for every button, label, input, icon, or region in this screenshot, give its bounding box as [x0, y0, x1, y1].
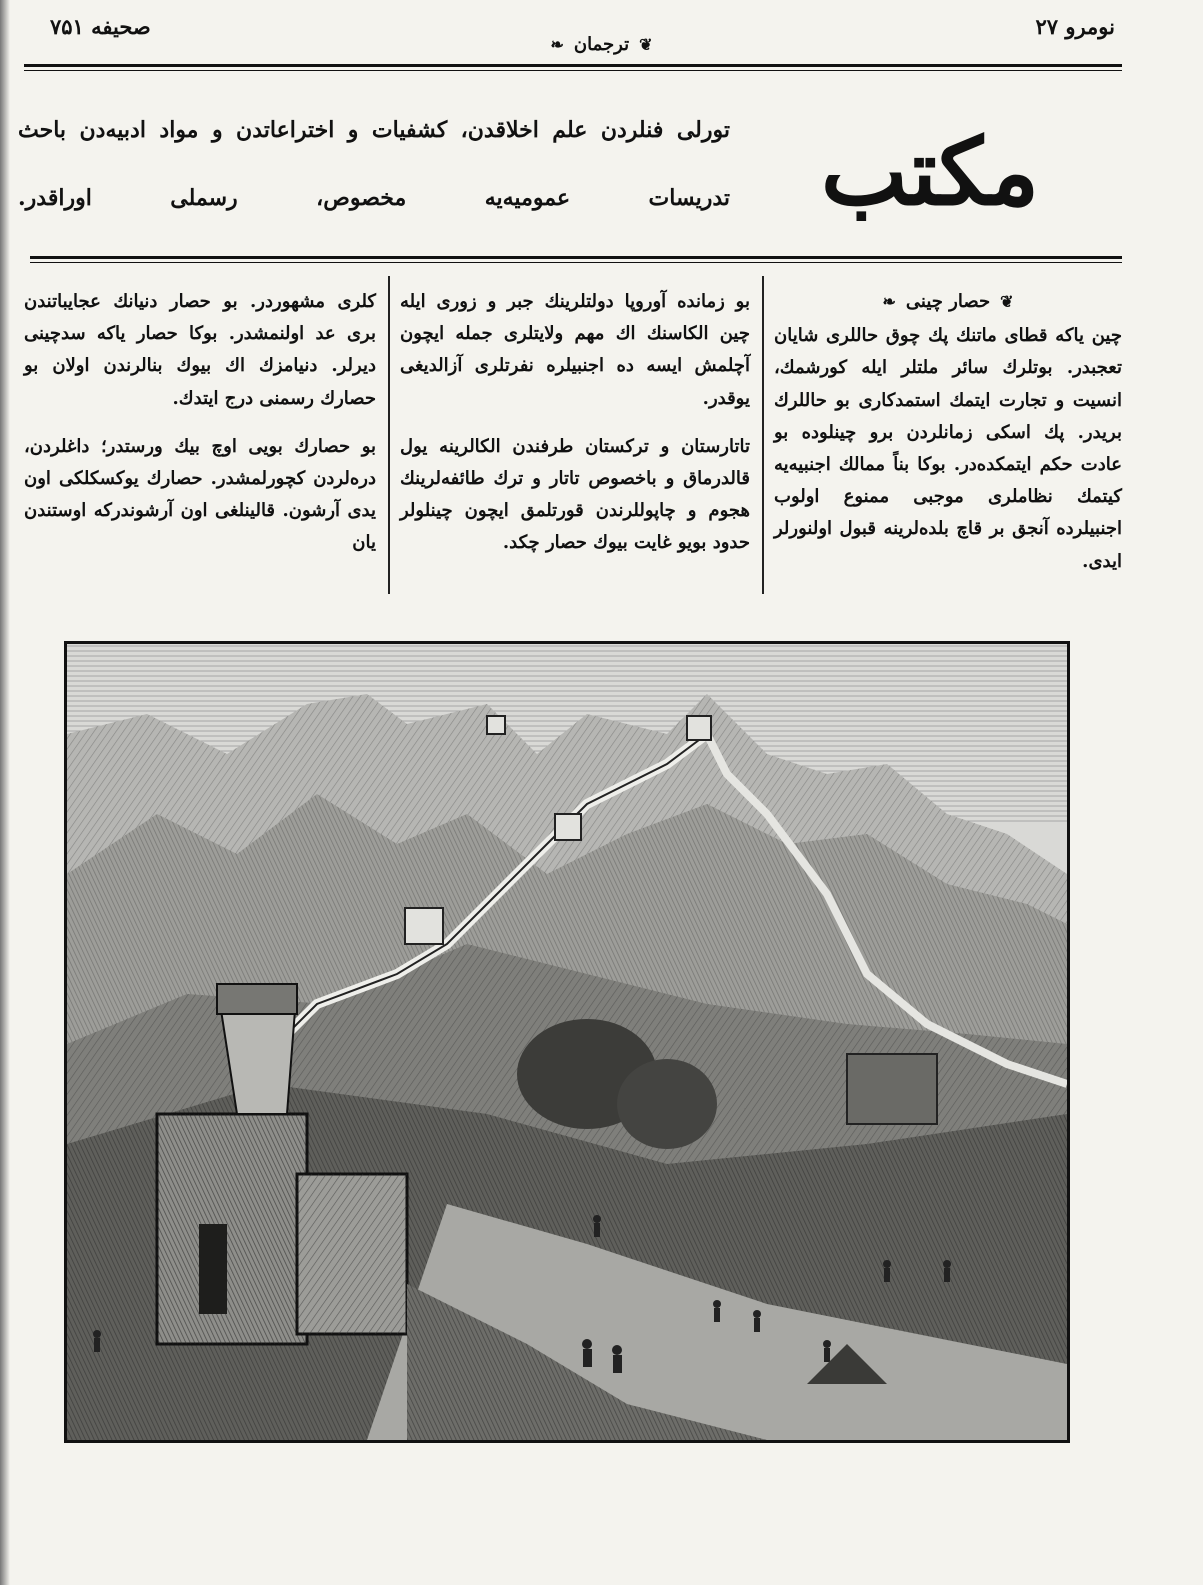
article-paragraph: بو زمانده آوروپا دولتلرینك جبر و زوری ایله چین الکاسنك اك مهم ولایتلری جمله ایچون آچلمش ایسه ده اجنبیلره نفرتلری آزالدیغی یوقدر. [400, 291, 750, 409]
ornament-icon: ❧ [550, 35, 564, 54]
article-column-1 [774, 286, 1122, 578]
gate-fort [847, 1054, 937, 1124]
watchtower [687, 716, 711, 740]
article-paragraph: کلری مشهوردر. بو حصار دنیانك عجایباتندن بری عد اولنمشدر. بوکا حصار یاکه سدچینی دیرلر. دنیامزك اك بیوك بنالرندن اولان بو حصارك رسمنی درج ایتدك. [24, 291, 376, 409]
ornament-icon: ❧ [882, 292, 896, 311]
article-paragraph: بو حصارك بویی اوچ بیك ورستدر؛ داغلردن، دره‌لردن کچورلمشدر. حصارك یوکسکلکی اون یدی آرشون. قالینلغی اون آرشوندرکه اوستندن یان [24, 435, 376, 554]
masthead-title: مکتب [820, 118, 1040, 226]
journal-name: ترجمان [573, 34, 630, 55]
article-paragraph: چین یاکه قطای ماتنك پك چوق حاللری شایان تعجبدر. بوتلرك سائر ملتلر ایله کورشمك، انسیت و تجارت ایتمك استمدکاری بو حاللرك بریدر. پك اسکی زمانلردن برو چینلوده بو عادت حکم ایتمکده‌در. بوکا بناً ممالك اجنبیه‌یه کیتمك نظاملری موجبی ممنوع اولوب اجنبیلرده آنجق بر قاچ بلده‌لرینه قبول اولنورلر ایدی. [774, 325, 1122, 572]
watchtower [405, 908, 443, 944]
masthead-rule-thin [30, 262, 1122, 263]
article-heading-block [774, 286, 1122, 318]
top-rule-thin [24, 70, 1122, 71]
ornament-icon: ❦ [639, 35, 653, 54]
great-wall-engraving [64, 641, 1070, 1443]
article-column-3 [24, 286, 376, 560]
scan-edge-shadow [0, 0, 10, 1585]
trees [617, 1059, 717, 1149]
article-paragraph: تاتارستان و ترکستان طرفندن الکالرینه یول قالدرماق و باخصوص تاتار و ترك طائفه‌لرینك هجوم و چاپوللرندن قورتلمق ایچون چینلولر حدود بویو غایت بیوك حصار چکد. [400, 435, 750, 554]
running-header [0, 34, 1203, 55]
watchtower [555, 814, 581, 840]
article-column-2 [400, 286, 750, 560]
engraving-drawing [67, 644, 1067, 1440]
page-number-label: صحیفه ۷۵۱ [50, 14, 151, 39]
top-rule [24, 64, 1122, 67]
ornament-icon: ❦ [1000, 292, 1014, 311]
article-heading: حصار چینی [905, 291, 991, 312]
column-divider [388, 276, 390, 594]
masthead-rule [30, 256, 1122, 259]
issue-number-label: نومرو ۲۷ [1035, 14, 1115, 39]
tower-gate [199, 1224, 227, 1314]
watchtower [487, 716, 505, 734]
upper-tower [217, 984, 297, 1014]
column-divider [762, 276, 764, 594]
masthead-subtitle: تورلی فنلردن علم اخلاقدن، کشفیات و اختراعاتدن و مواد ادبیه‌دن باحث تدریسات عمومیه‌یه مخصوص، رسملی اوراقدر. [18, 117, 730, 211]
